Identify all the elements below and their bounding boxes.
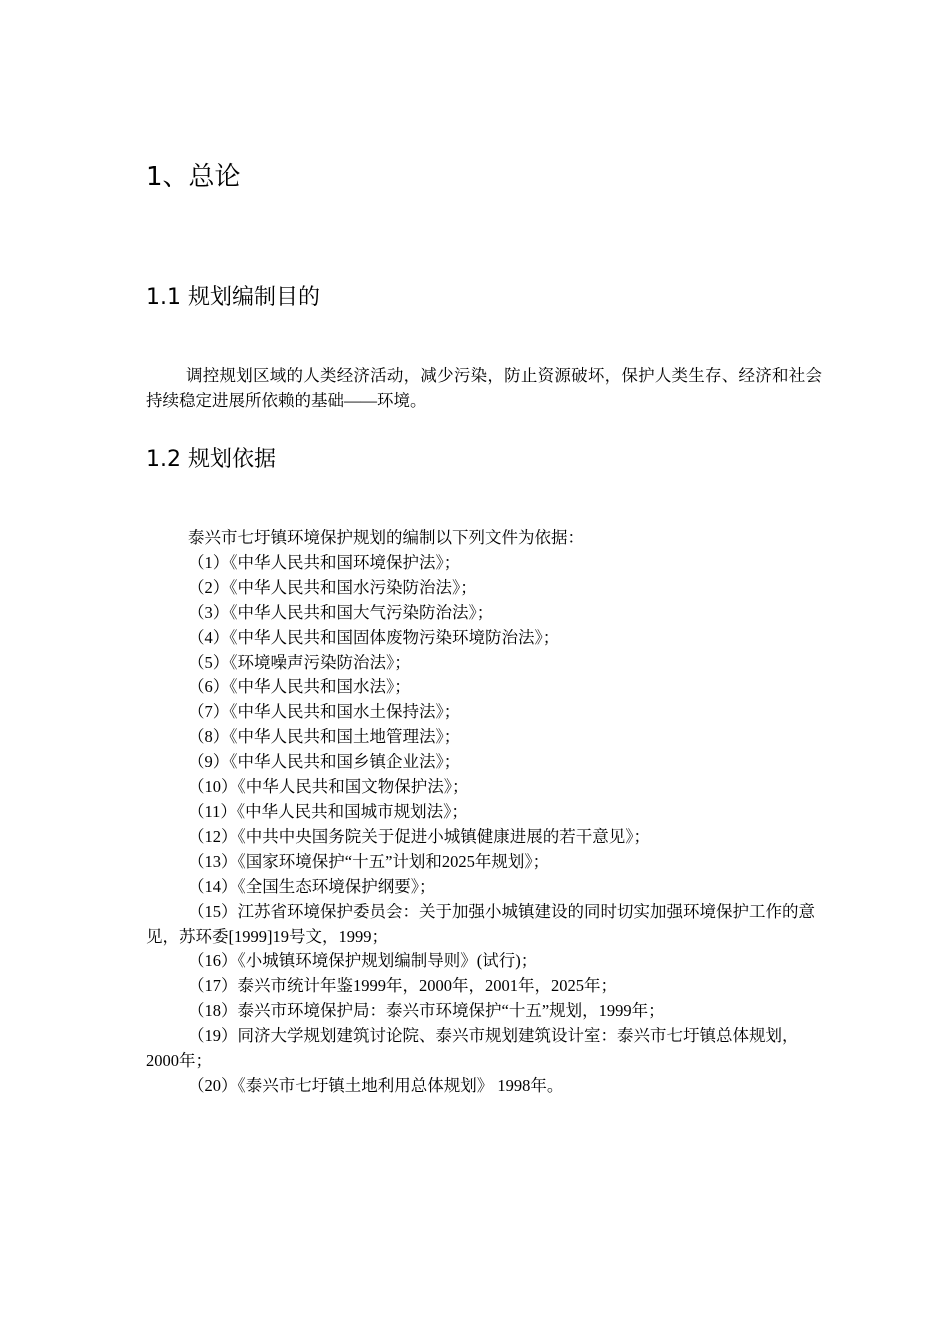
reference-item: （2）《中华人民共和国水污染防治法》； <box>188 577 477 597</box>
reference-intro: 泰兴市七圩镇环境保护规划的编制以下列文件为依据： <box>188 528 584 547</box>
section-title-purpose: 1.1 规划编制目的 <box>146 285 320 310</box>
reference-item: （10）《中华人民共和国文物保护法》； <box>188 777 469 797</box>
section-title-basis: 1.2 规划依据 <box>146 447 276 472</box>
reference-item: （8）《中华人民共和国土地管理法》； <box>188 727 461 747</box>
reference-item: （12）《中共中央国务院关于促进小城镇健康进展的若干意见》； <box>188 826 650 846</box>
chapter-title: 1、总论 <box>146 162 241 192</box>
reference-item: （7）《中华人民共和国水土保持法》； <box>188 702 461 722</box>
reference-list <box>146 526 822 1099</box>
reference-item: （18）泰兴市环境保护局：泰兴市环境保护“十五”规划，1999年； <box>188 1001 665 1021</box>
reference-item: （14）《全国生态环境保护纲要》； <box>188 876 436 896</box>
reference-item: （19）同济大学规划建筑讨论院、泰兴市规划建筑设计室：泰兴市七圩镇总体规划，2000年； <box>146 1026 799 1071</box>
reference-item: （5）《环境噪声污染防治法》； <box>188 652 411 672</box>
reference-item: （16）《小城镇环境保护规划编制导则》(试行)； <box>188 951 538 971</box>
reference-item: （15）江苏省环境保护委员会：关于加强小城镇建设的同时切实加强环境保护工作的意见，苏环委[1999]19号文，1999； <box>146 901 815 946</box>
reference-item: （13）《国家环境保护“十五”计划和2025年规划》； <box>188 851 550 871</box>
reference-item: （6）《中华人民共和国水法》； <box>188 677 411 697</box>
reference-item: （17）泰兴市统计年鉴1999年，2000年，2001年，2025年； <box>188 976 617 996</box>
reference-item: （1）《中华人民共和国环境保护法》； <box>188 552 461 572</box>
reference-item: （3）《中华人民共和国大气污染防治法》； <box>188 602 494 622</box>
reference-item: （11）《中华人民共和国城市规划法》； <box>188 801 468 821</box>
reference-item: （9）《中华人民共和国乡镇企业法》； <box>188 752 461 772</box>
reference-item: （20）《泰兴市七圩镇土地利用总体规划》 1998年。 <box>188 1075 564 1095</box>
purpose-paragraph: 调控规划区域的人类经济活动，减少污染，防止资源破坏，保护人类生存、经济和社会持续稳定进展所依赖的基础——环境。 <box>146 366 822 410</box>
reference-item: （4）《中华人民共和国固体废物污染环境防治法》； <box>188 627 560 647</box>
